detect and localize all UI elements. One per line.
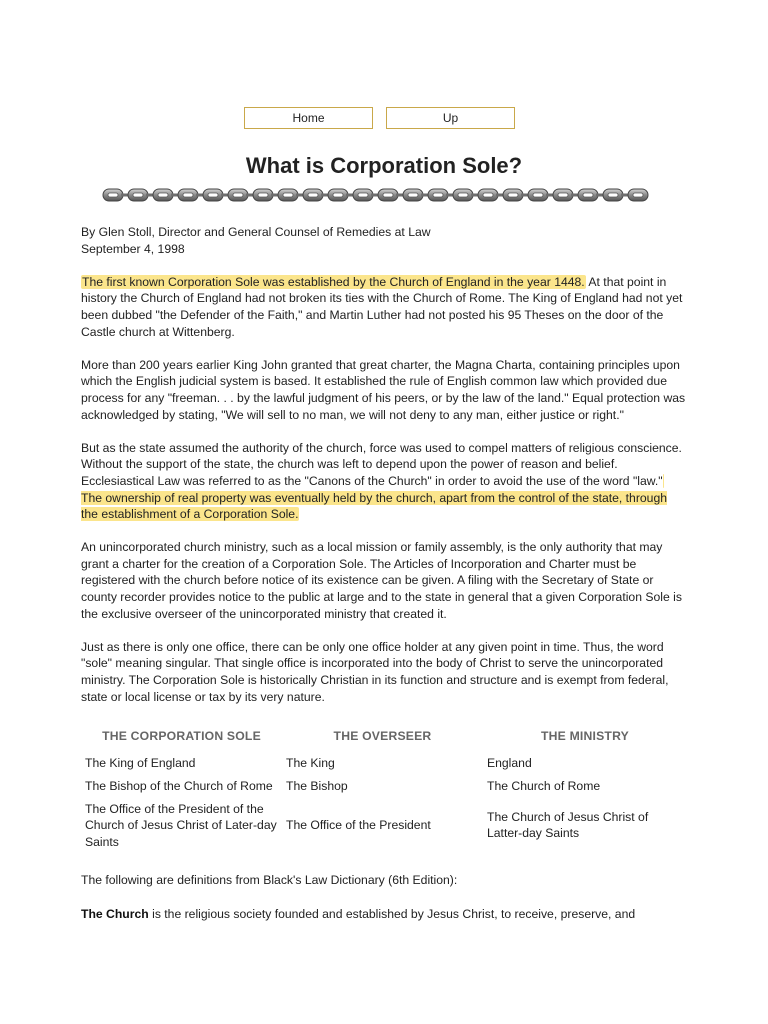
defined-term: The Church	[81, 906, 149, 921]
table-cell: England	[487, 756, 532, 771]
table-cell: The Church of Rome	[487, 779, 601, 793]
table-cell: The King of England	[85, 756, 196, 771]
date-line: September 4, 1998	[81, 241, 185, 256]
paragraph-4: An unincorporated church ministry, such as a local mission or family assembly, is the only authority that may grant a charter for the creation of a Corporation Sole. The Articles of Incorporation and Charter must be registered with the church before notice of its existence can be given. A filing with the Secretary of State or county recorder provides notice to the public at large and to the state in general that a given Corporation Sole is the exclusive overseer of the unincorporated ministry that created it.	[81, 540, 682, 621]
table-cell: The Bishop of the Church of Rome	[85, 779, 273, 793]
column-header: THE CORPORATION SOLE	[102, 728, 261, 743]
paragraph-text: But as the state assumed the authority of the church, force was used to compel matters of religious conscience. Without the support of the state, the church was left to depend upon the power of reason and belief. Ecclesiastical Law was referred to as the "Canons of the Church" in order to avoid the use of the word "law."	[81, 440, 682, 488]
table-cell: The King	[286, 756, 335, 771]
table-header-row	[81, 722, 687, 753]
home-button[interactable]: Home	[244, 107, 373, 129]
paragraph-text: At that point in history the Church of England had not broken its ties with the Church of Rome. The King of England had not yet been dubbed "the Defender of the Faith," and Martin Luther had not posted his 95 Theses on the door of the Castle church at Wittenberg.	[81, 274, 683, 339]
author-line: By Glen Stoll, Director and General Counsel of Remedies at Law	[81, 225, 431, 239]
table-cell: The Office of the President	[286, 818, 431, 833]
paragraph-2: More than 200 years earlier King John granted that great charter, the Magna Charta, containing principles upon which the English judicial system is based. It established the rule of English common law which provided due process for any "freeman. . . by the lawful judgment of his peers, or by the law of the land." Equal protection was acknowledged by stating, "We will sell to no man, we will not deny to any man, either justice or right."	[81, 357, 686, 422]
top-navigation	[244, 107, 515, 129]
table-cell: The Church of Jesus Christ of Latter-day Saints	[487, 809, 649, 841]
article-body	[81, 224, 687, 939]
paragraph-5: Just as there is only one office, there can be only one office holder at any given point in time. Thus, the word "sole" meaning singular. That single office is incorporated into the body of Christ to serve the unincorporated ministry. The Corporation Sole is historically Christian in its function and structure and is exempt from federal, state or local license or tax by its very nature.	[81, 639, 669, 704]
byline	[81, 224, 687, 257]
definition-church	[81, 906, 687, 923]
definitions-intro: The following are definitions from Black's Law Dictionary (6th Edition):	[81, 873, 458, 888]
highlighted-text: The ownership of real property was eventually held by the church, apart from the control of the state, through the establishment of a Corporation Sole.	[81, 474, 667, 521]
definition-text: is the religious society founded and established by Jesus Christ, to receive, preserve, and	[148, 906, 636, 921]
column-header: THE OVERSEER	[333, 728, 432, 743]
highlighted-text: The first known Corporation Sole was established by the Church of England in the year 1448.	[82, 274, 585, 289]
table-row	[81, 798, 687, 854]
paragraph-3	[81, 440, 687, 523]
table-cell: The Office of the President of the Church of Jesus Christ of Later-day Saints	[85, 801, 277, 849]
paragraph-1	[81, 274, 687, 340]
column-header: THE MINISTRY	[541, 728, 629, 743]
chain-divider-icon	[101, 186, 663, 204]
table-row	[81, 775, 687, 798]
table-row	[81, 752, 687, 775]
corporation-sole-table	[81, 722, 687, 854]
up-button[interactable]: Up	[386, 107, 515, 129]
page-title: What is Corporation Sole?	[245, 153, 523, 178]
table-cell: The Bishop	[286, 779, 348, 793]
